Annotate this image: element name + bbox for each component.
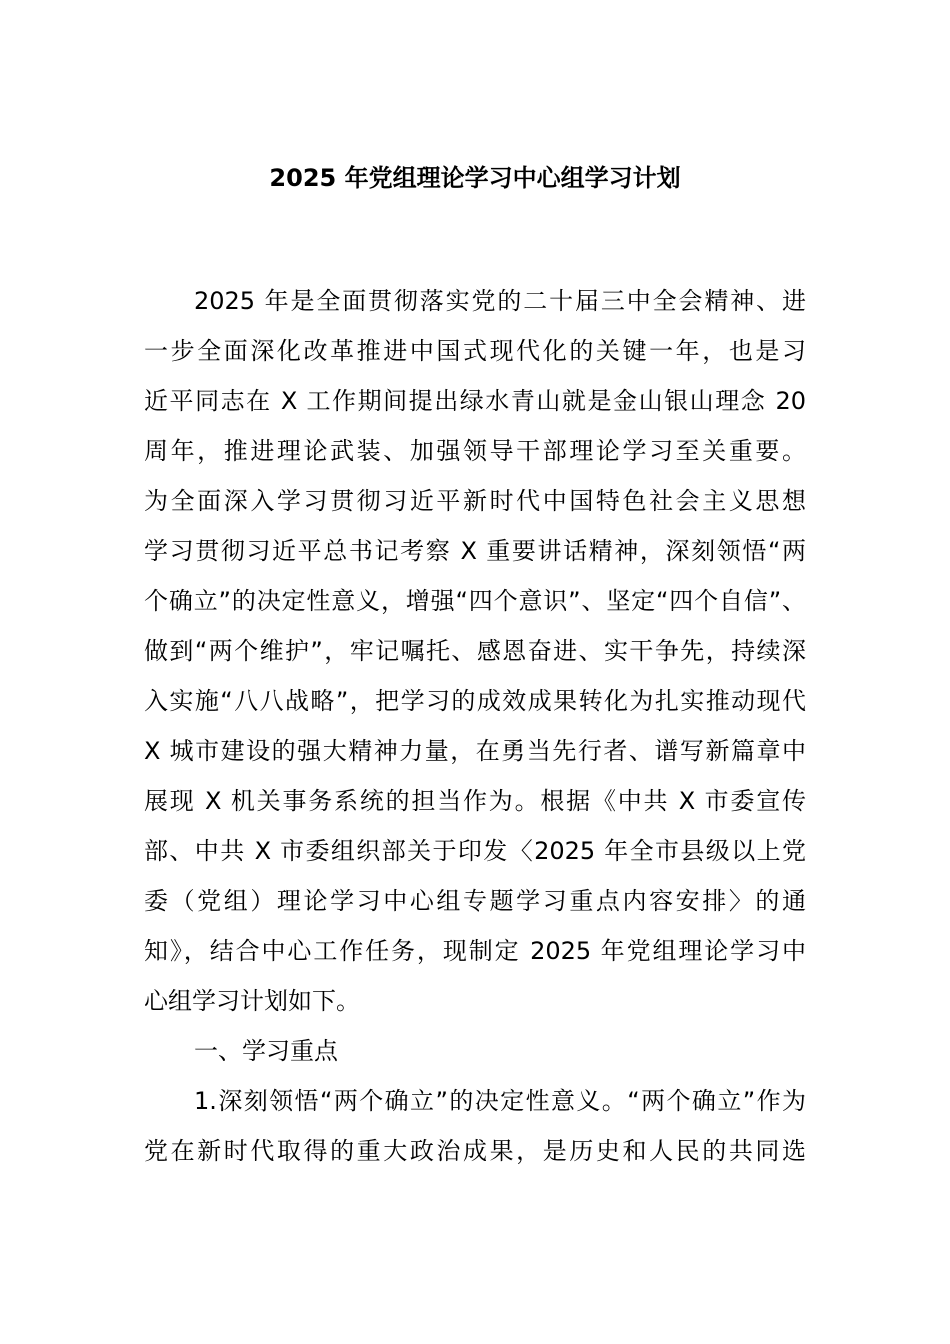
paragraph-line: 周年，推进理论武装、加强领导干部理论学习至关重要。	[144, 437, 806, 465]
section-heading: 一、学习重点	[194, 1037, 338, 1065]
paragraph-line: 1.深刻领悟“两个确立”的决定性意义。“两个确立”作为	[194, 1087, 806, 1115]
paragraph-line: 心组学习计划如下。	[144, 987, 360, 1015]
paragraph-line: 入实施“八八战略”，把学习的成效成果转化为扎实推动现代	[144, 687, 806, 715]
paragraph-line: 2025 年是全面贯彻落实党的二十届三中全会精神、进	[194, 287, 806, 315]
paragraph-line: 党在新时代取得的重大政治成果，是历史和人民的共同选	[144, 1137, 806, 1165]
paragraph-line: 部、中共 X 市委组织部关于印发〈2025 年全市县级以上党	[144, 837, 806, 865]
paragraph-line: 个确立”的决定性意义，增强“四个意识”、坚定“四个自信”、	[144, 587, 806, 615]
document-body	[144, 281, 806, 1181]
paragraph-line: 近平同志在 X 工作期间提出绿水青山就是金山银山理念 20	[144, 387, 806, 415]
paragraph-line: 做到“两个维护”，牢记嘱托、感恩奋进、实干争先，持续深	[144, 637, 806, 665]
paragraph-line: X 城市建设的强大精神力量，在勇当先行者、谱写新篇章中	[144, 737, 806, 765]
paragraph-line: 一步全面深化改革推进中国式现代化的关键一年，也是习	[144, 337, 806, 365]
paragraph-line: 委（党组）理论学习中心组专题学习重点内容安排〉的通	[144, 887, 806, 915]
paragraph-line: 知》，结合中心工作任务，现制定 2025 年党组理论学习中	[144, 937, 806, 965]
paragraph-line: 为全面深入学习贯彻习近平新时代中国特色社会主义思想	[144, 487, 806, 515]
paragraph-line: 学习贯彻习近平总书记考察 X 重要讲话精神，深刻领悟“两	[144, 537, 806, 565]
paragraph-line: 展现 X 机关事务系统的担当作为。根据《中共 X 市委宣传	[144, 787, 806, 815]
document-title: 2025 年党组理论学习中心组学习计划	[269, 164, 681, 192]
